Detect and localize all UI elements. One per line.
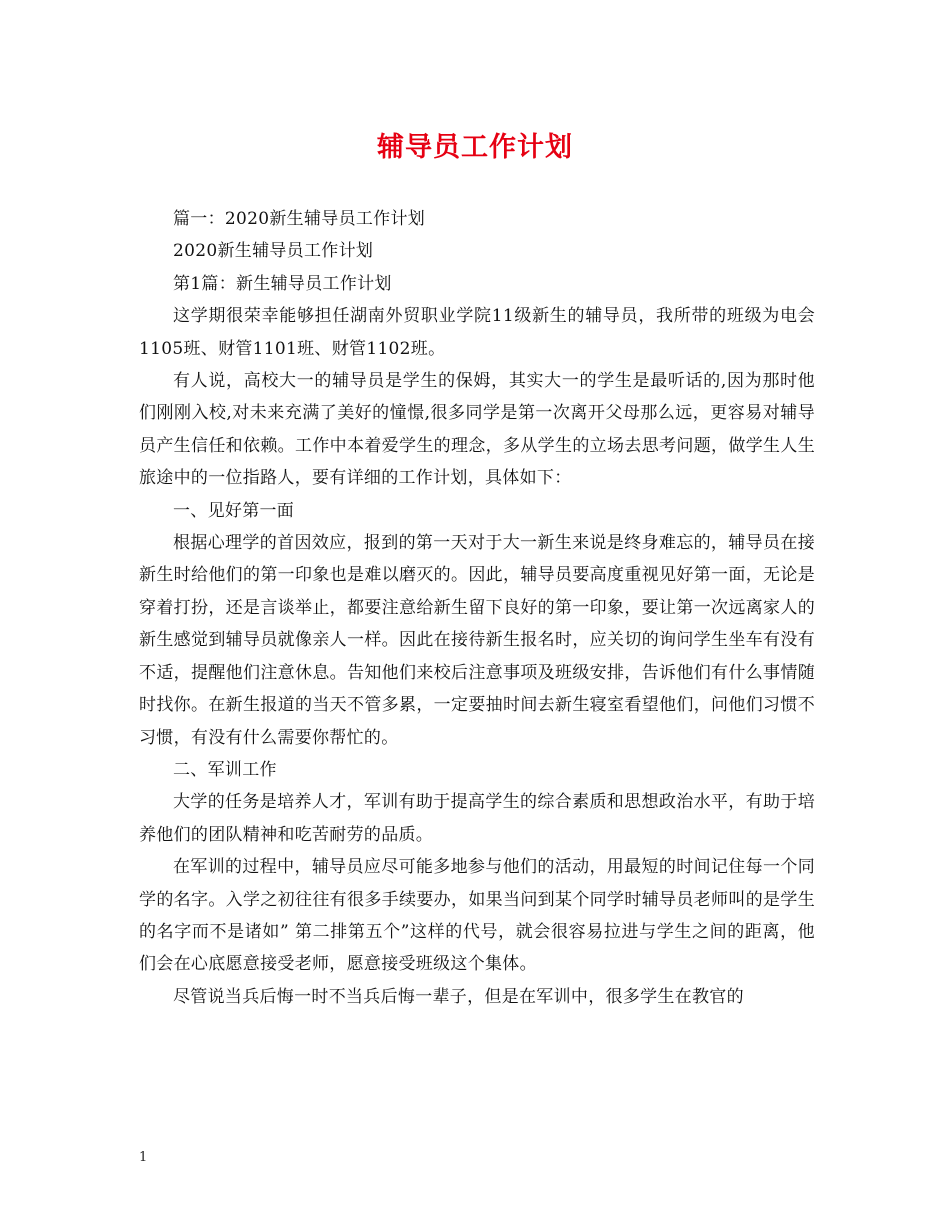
document-body — [139, 203, 815, 1013]
heading-first-impression: 一、见好第一面 — [173, 500, 295, 521]
paragraph-intro: 这学期很荣幸能够担任湖南外贸职业学院11级新生的辅导员，我所带的班级为电会1105班、财管1101班、财管1102班。 — [139, 306, 815, 359]
paragraph-subtitle: 2020新生辅导员工作计划 — [173, 241, 374, 262]
document-title: 辅导员工作计划 — [377, 132, 573, 163]
paragraph-military-purpose: 大学的任务是培养人才，军训有助于提高学生的综合素质和思想政治水平，有助于培养他们的团队精神和吃苦耐劳的品质。 — [139, 792, 815, 845]
paragraph-first-impression: 根据心理学的首因效应，报到的第一天对于大一新生来说是终身难忘的，辅导员在接新生时给他们的第一印象也是难以磨灭的。因此，辅导员要高度重视见好第一面，无论是穿着打扮，还是言谈举止，都要注意给新生留下良好的第一印象，要让第一次远离家人的新生感觉到辅导员就像亲人一样。因此在接待新生报名时，应关切的询问学生坐车有没有不适，提醒他们注意休息。告知他们来校后注意事项及班级安排，告诉他们有什么事情随时找你。在新生报道的当天不管多累，一定要抽时间去新生寝室看望他们，问他们习惯不习惯，有没有什么需要你帮忙的。 — [139, 533, 815, 748]
paragraph-part-heading: 第1篇：新生辅导员工作计划 — [173, 273, 392, 294]
page-number: 1 — [139, 1150, 148, 1165]
paragraph-military-process: 在军训的过程中，辅导员应尽可能多地参与他们的活动，用最短的时间记住每一个同学的名字。入学之初往往有很多手续要办，如果当问到某个同学时辅导员老师叫的是学生的名字而不是诸如” 第二排第五个”这样的代号，就会很容易拉进与学生之间的距离，他们会在心底愿意接受老师，愿意接受班级这个集体。 — [139, 857, 815, 975]
paragraph-military-continued: 尽管说当兵后悔一时不当兵后悔一辈子，但是在军训中，很多学生在教官的 — [173, 986, 744, 1007]
paragraph-philosophy: 有人说，高校大一的辅导员是学生的保姆，其实大一的学生是最听话的,因为那时他们刚刚入校,对未来充满了美好的憧憬,很多同学是第一次离开父母那么远，更容易对辅导员产生信任和依赖。工作中本着爱学生的理念，多从学生的立场去思考问题，做学生人生旅途中的一位指路人，要有详细的工作计划，具体如下： — [139, 371, 815, 489]
paragraph-section-heading: 篇一：2020新生辅导员工作计划 — [173, 209, 426, 229]
heading-military-training: 二、军训工作 — [173, 759, 277, 780]
